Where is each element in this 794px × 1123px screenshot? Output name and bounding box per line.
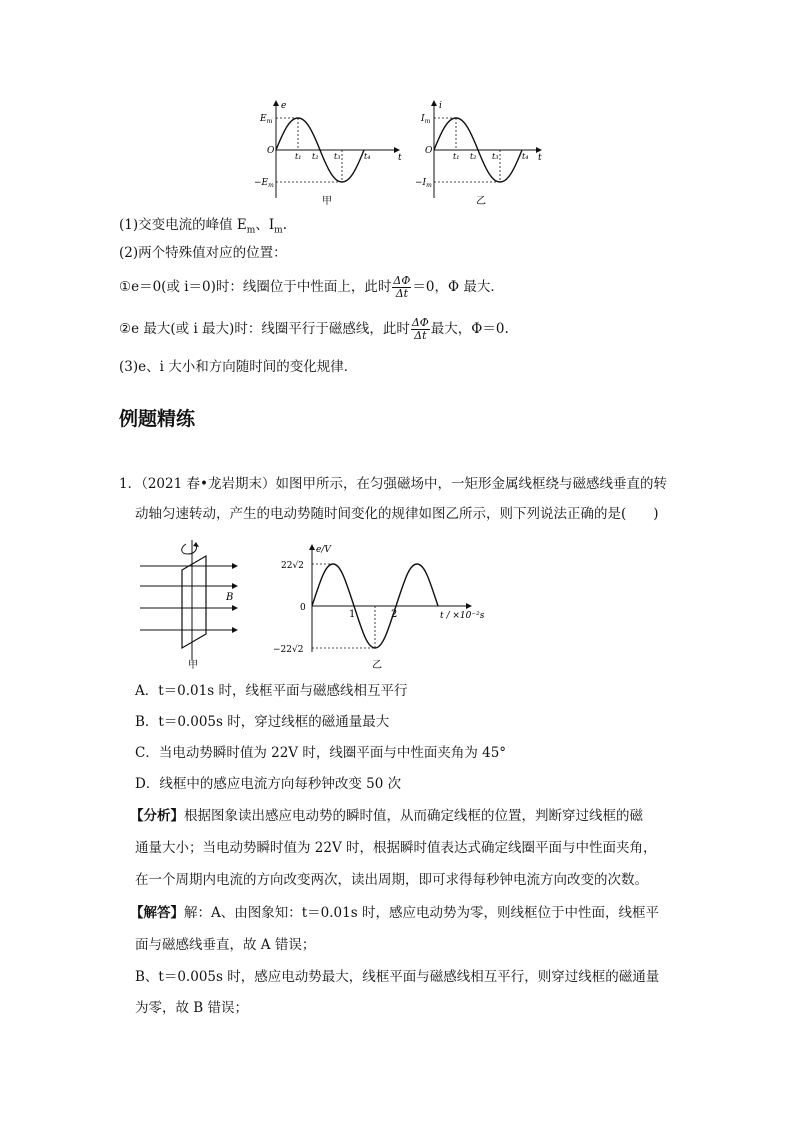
question-stem-line1: 1．（2021 春•龙岩期末）如图甲所示，在匀强磁场中，一矩形金属线框绕与磁感线垂直的转 (119, 476, 667, 492)
y-pos-label: 22√2 (281, 561, 304, 571)
tick-label: t₃ (334, 152, 341, 161)
svg-text:Em: $E_m$ (260, 114, 273, 125)
origin-label: O (267, 146, 275, 156)
svg-text:−Im: $-I_m$ (415, 178, 432, 189)
option-d[interactable]: D．线框中的感应电流方向每秒钟改变 50 次 (135, 776, 402, 792)
field-label-b: B (226, 592, 234, 603)
y-axis-label: e/V (316, 545, 331, 555)
svg-text:−Em: $-E_m$ (254, 178, 274, 189)
note-special-values: (2)两个特殊值对应的位置： (119, 245, 287, 261)
note-neutral-plane: ①e＝0(或 i＝0)时：线圈位于中性面上，此时 $\frac{\Delta\Phi}{\Delta t}$ ＝0，Φ 最大． (119, 274, 504, 300)
tick-label: t₂ (312, 152, 319, 161)
origin-label: 0 (300, 603, 306, 613)
answer-line3: B、t＝0.005s 时，感应电动势最大，线框平面与磁感线相互平行，则穿过线框的磁通量 (135, 969, 660, 985)
analysis-label: 【分析】 (130, 808, 184, 824)
current-time-graph (412, 98, 562, 210)
answer-line1: 【解答】解：A、由图象知：t＝0.01s 时，感应电动势为零，则线框位于中性面，线框平 (130, 905, 659, 921)
x-axis-label: t (538, 153, 542, 163)
y-axis-label: e (281, 101, 287, 111)
answer-line2: 面与磁感线垂直，故 A 错误； (135, 937, 316, 953)
answer-label: 【解答】 (130, 905, 184, 921)
option-a[interactable]: A．t＝0.01s 时，线框平面与磁感线相互平行 (135, 683, 408, 699)
tick-label: t₄ (364, 152, 371, 161)
emf-time-graph (254, 98, 404, 210)
tick-label: t₄ (522, 152, 529, 161)
figure-caption: 乙 (372, 660, 382, 670)
x-axis-label: t (398, 153, 402, 163)
answer-line4: 为零，故 B 错误； (135, 1000, 249, 1016)
tick-label: 2 (391, 609, 398, 620)
tick-label: t₂ (470, 152, 477, 161)
neg-peak-label: −I (415, 178, 427, 188)
rotating-frame-figure (136, 536, 248, 672)
tick-label: t₁ (295, 152, 302, 161)
figure-caption: 甲 (188, 660, 198, 671)
neg-peak-label: −E (254, 178, 269, 188)
option-c[interactable]: C．当电动势瞬时值为 22V 时，线圈平面与中性面夹角为 45° (135, 745, 507, 761)
figure-caption: 乙 (476, 196, 486, 207)
tick-label: t₁ (453, 152, 460, 161)
section-title: 例题精练 (119, 408, 196, 430)
note-variation-law: (3)e、i 大小和方向随时间的变化规律． (119, 359, 358, 375)
option-b[interactable]: B．t＝0.005s 时，穿过线框的磁通量最大 (135, 714, 390, 730)
tick-label: t₃ (492, 152, 499, 161)
figure-caption: 甲 (322, 196, 332, 207)
peak-label: I (421, 114, 425, 124)
x-axis-label: t / ×10⁻²s (440, 611, 485, 621)
question-stem-line2: 动轴匀速转动，产生的电动势随时间变化的规律如图乙所示，则下列说法正确的是( ) (135, 506, 659, 522)
y-axis-label: i (439, 101, 442, 111)
note-peak-values: (1)交变电流的峰值 $E_m$、$I_m$. (119, 217, 288, 236)
svg-text:Im: $I_m$ (421, 114, 431, 125)
note-parallel-plane: ②e 最大(或 i 最大)时：线圈平行于磁感线，此时 $\frac{\Delta\Phi}{\Delta t}$ 最大，Φ＝0. (119, 316, 509, 342)
tick-label: 1 (349, 609, 356, 620)
origin-label: O (425, 146, 433, 156)
analysis-line2: 通量大小；当电动势瞬时值为 22V 时，根据瞬时值表达式确定线圈平面与中性面夹角， (135, 840, 657, 856)
analysis-line1: 【分析】根据图象读出感应电动势的瞬时值，从而确定线框的位置，判断穿过线框的磁 (130, 808, 643, 824)
y-neg-label: −22√2 (273, 645, 304, 655)
emf-graph-figure (270, 540, 490, 670)
analysis-line3: 在一个周期内电流的方向改变两次，读出周期，即可求得每秒钟电流方向改变的次数。 (135, 872, 648, 888)
peak-label: E (260, 114, 267, 124)
